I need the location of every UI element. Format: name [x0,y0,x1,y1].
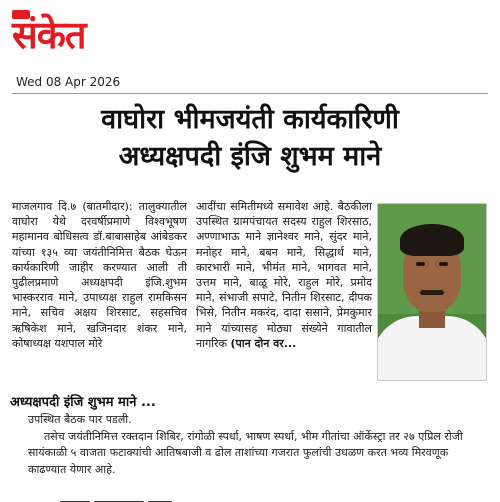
masthead [12,8,172,68]
header-divider [12,93,488,94]
issue-date: Wed 08 Apr 2026 [16,75,121,89]
continuation-body [28,412,488,478]
person-photo [377,203,487,381]
continuation-para-2: तसेच जयंतीनिमित्त रक्तदान शिबिर, रांगोळी स्पर्धा, भाषण स्पर्धा, भीम गीतांचा ऑर्केस्ट्रा तर २७ एप्रिल रोजी सायंकाळी ५ वाजता फटाक्यांची आतिषबाजी व ढोल ताशांच्या गजरात फुलांची उधळण करत भव्य मिरवणूक काढण्यात येणार आहे. [28,429,463,476]
article-column-2-text: आदींचा समितीमध्ये समावेश आहे. बैठकीला उपस्थित ग्रामपंचायत सदस्य राहुल शिरसाठ, अण्णाभाऊ माने ज्ञानेश्वर माने, सुंदर माने, मनोहर माने, बबन माने, सिद्धार्थ माने, कारभारी माने, भीमंत माने, भागवत माने, उत्तम माने, बाळू मोरे, राहुल मोरे, प्रमोद माने, संभाजी सपाटे, नितीन शिरसाट, दीपक भिसे, नितीन मकरंद, दादा ससाने, प्रेमकुमार माने यांच्यासह मोठ्या संख्येने गावातील नागरिक [196,200,372,350]
continued-marker: (पान दोन वर... [230,336,297,350]
headline-line-2: अध्यक्षपदी इंजि शुभम माने [118,141,382,172]
headline-line-1: वाघोरा भीमजयंती कार्यकारिणी [101,104,399,135]
article-headline [12,102,488,176]
cropped-next-headline [60,492,180,502]
continuation-para-1: उपस्थित बैठक पार पडली. [28,413,132,426]
article-column-2 [196,199,372,351]
newspaper-logo: संकेत [12,13,86,57]
article-column-1: माजलगाव दि.७ (बातमीदार): तालुक्यातील वाघोरा येथे दरवर्षीप्रमाणे विश्वभूषण महामानव बोधिसत्व डॉ.बाबासाहेब आंबेडकर यांच्या १३५ व्या जयंतीनिमित्त बैठक घेऊन कार्यकारिणी जाहीर करण्यात आली ती पुढीलप्रमाणे अध्यक्षपदी इंजि.शुभम भास्करराव माने, उपाध्यक्ष राहुल रामकिसन माने, सचिव अक्षय शिरसाट, सहसचिव ऋषिकेश माने, खजिनदार शंकर माने, कोषाध्यक्ष यशपाल मोरे [12,200,187,350]
continuation-subhead: अध्यक्षपदी इंजि शुभम माने ... [10,395,156,410]
article-body [12,199,372,381]
